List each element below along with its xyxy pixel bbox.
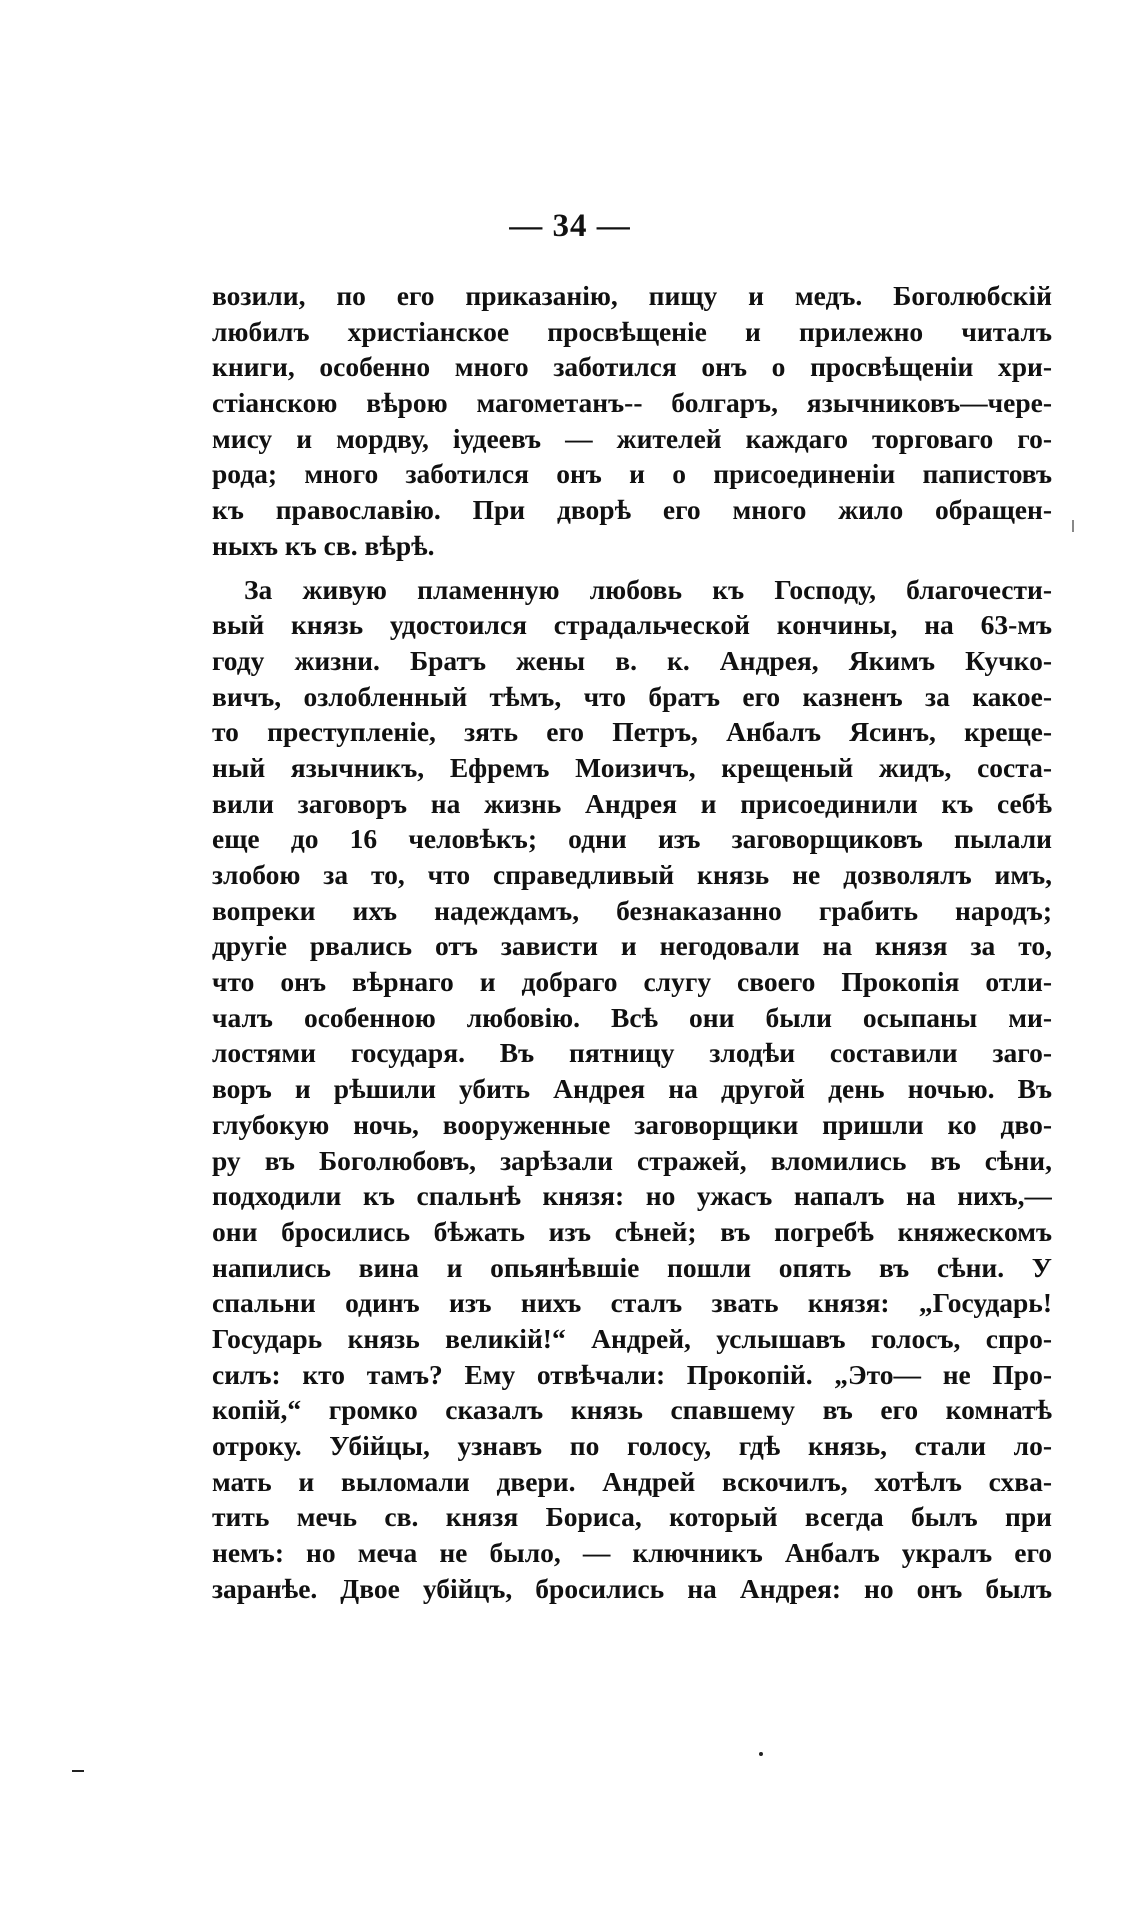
text-line: немъ: но меча не было, — ключникъ Анбалъ укралъ его — [212, 1537, 1052, 1569]
text-line: другіе рвались отъ зависти и негодовали на князя за то, — [212, 930, 1052, 962]
text-line: отроку. Убійцы, узнавъ по голосу, гдѣ князь, стали ло- — [212, 1430, 1052, 1461]
text-line: любилъ христіанское просвѣщеніе и прилежно читалъ — [212, 315, 1052, 347]
text-line: подходили къ спальнѣ князя: но ужасъ напалъ на нихъ,— — [212, 1180, 1052, 1212]
text-line: ныхъ къ св. вѣрѣ. — [212, 529, 435, 561]
text-line: что онъ вѣрнаго и добраго слугу своего Прокопія отли- — [212, 966, 1052, 998]
text-line: къ православію. При дворѣ его много жило обращен- — [212, 494, 1052, 526]
text-line: тить мечь св. князя Бориса, который всегда былъ при — [212, 1501, 1052, 1533]
text-line: вый князь удостоился страдальческой кончины, на 63-мъ — [212, 609, 1052, 641]
ink-speck-mark — [759, 1752, 763, 1756]
text-line: ру въ Боголюбовъ, зарѣзали стражей, вломились въ сѣни, — [212, 1144, 1052, 1176]
paragraph-2 — [212, 572, 1052, 1607]
margin-tick-mark — [1072, 520, 1074, 532]
text-line: книги, особенно много заботился онъ о просвѣщеніи хри- — [212, 351, 1052, 383]
text-line: чалъ особенною любовію. Всѣ они были осыпаны ми- — [212, 1001, 1052, 1033]
text-line: За живую пламенную любовь къ Господу, благочести- — [244, 573, 1052, 605]
text-line: вичъ, озлобленный тѣмъ, что братъ его казненъ за какое- — [212, 680, 1052, 712]
margin-dash-mark — [72, 1770, 84, 1772]
text-line: ный язычникъ, Ефремъ Моизичъ, крещеный жидъ, соста- — [212, 751, 1052, 783]
text-line: копій,“ громко сказалъ князь спавшему въ его комнатѣ — [212, 1394, 1052, 1426]
text-line: вопреки ихъ надеждамъ, безнаказанно грабить народъ; — [212, 894, 1052, 926]
text-line: спальни одинъ изъ нихъ сталъ звать князя: „Государь! — [212, 1287, 1052, 1319]
text-line: еще до 16 человѣкъ; одни изъ заговорщиковъ пылали — [212, 823, 1052, 855]
text-line: мать и выломали двери. Андрей вскочилъ, хотѣлъ схва- — [212, 1465, 1052, 1497]
text-line: воръ и рѣшили убить Андрея на другой день ночью. Въ — [212, 1073, 1052, 1105]
text-line: глубокую ночь, вооруженные заговорщики пришли ко дво- — [212, 1108, 1052, 1140]
text-line: силъ: кто тамъ? Ему отвѣчали: Прокопій. „Это— не Про- — [212, 1358, 1052, 1390]
text-line: они бросились бѣжать изъ сѣней; въ погребѣ княжескомъ — [212, 1215, 1052, 1247]
text-line: напились вина и опьянѣвшіе пошли опять въ сѣни. У — [212, 1251, 1052, 1283]
text-line: Государь князь великій!“ Андрей, услышавъ голосъ, спро- — [212, 1322, 1052, 1354]
body-text — [212, 278, 1052, 1606]
text-line: возили, по его приказанію, пищу и медъ. Боголюбскій — [212, 280, 1052, 311]
text-line: стіанскою вѣрою магометанъ-- болгаръ, язычниковъ—чере- — [212, 387, 1052, 419]
text-line: мису и мордву, іудеевъ — жителей каждаго торговаго го- — [212, 422, 1052, 454]
text-line: году жизни. Братъ жены в. к. Андрея, Якимъ Кучко- — [212, 644, 1052, 676]
text-line: рода; много заботился онъ и о присоединеніи папистовъ — [212, 458, 1052, 490]
text-line: злобою за то, что справедливый князь не дозволялъ имъ, — [212, 859, 1052, 890]
page-number: — 34 — — [509, 208, 631, 244]
text-line: заранѣе. Двое убійцъ, бросились на Андрея: но онъ былъ — [212, 1572, 1052, 1604]
paragraph-1 — [212, 278, 1052, 564]
text-line: вили заговоръ на жизнь Андрея и присоединили къ себѣ — [212, 787, 1052, 819]
text-line: то преступленіе, зять его Петръ, Анбалъ Ясинъ, креще- — [212, 716, 1052, 748]
text-line: лостями государя. Въ пятницу злодѣи составили заго- — [212, 1037, 1052, 1069]
